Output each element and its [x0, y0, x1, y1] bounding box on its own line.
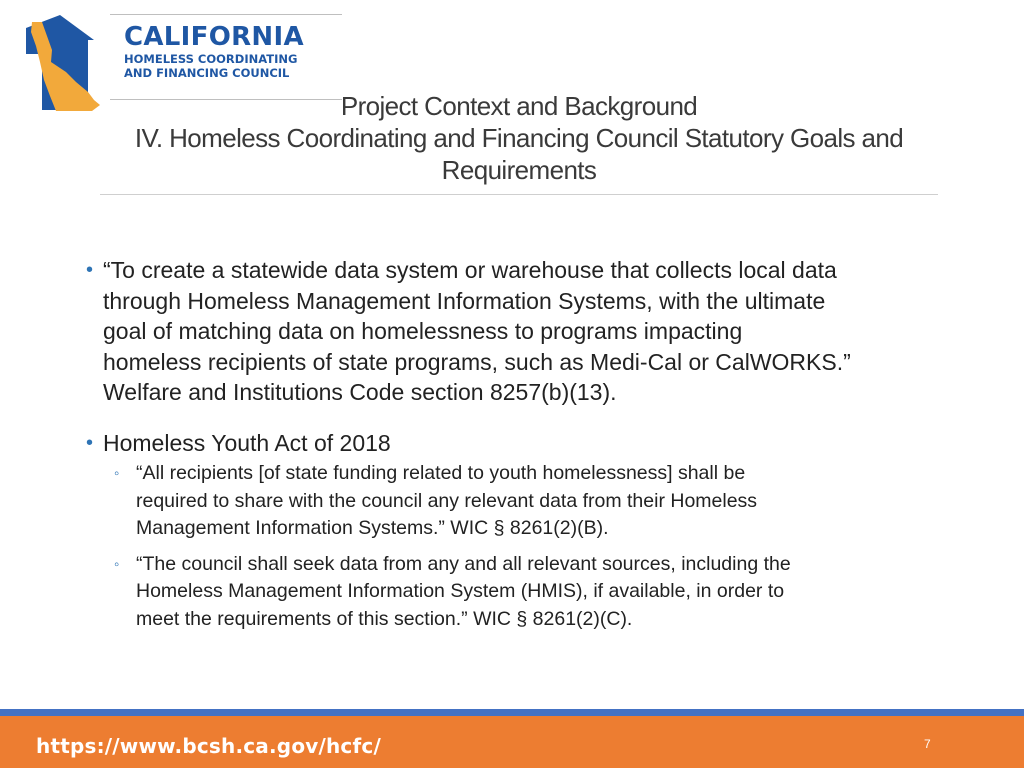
sub-bullet-marker: ◦ — [114, 555, 120, 573]
sub-bullet-council-seek-data — [114, 551, 946, 634]
sub-bullet-line: meet the requirements of this section.” WIC § 8261(2)(C). — [136, 607, 633, 630]
bullet-line: homeless recipients of state programs, such as Medi-Cal or CalWORKS.” — [103, 348, 851, 375]
bullet-line: “To create a statewide data system or warehouse that collects local data — [103, 257, 837, 283]
slide-body — [86, 255, 946, 641]
sub-bullet-all-recipients — [114, 460, 946, 543]
title-line-1: Project Context and Background — [340, 91, 698, 121]
bullet-statewide-data-system — [86, 255, 946, 408]
bullet-line: through Homeless Management Information Systems, with the ultimate — [103, 287, 826, 314]
footer-blue-bar — [0, 709, 1024, 716]
bullet-line: goal of matching data on homelessness to programs impacting — [103, 318, 743, 344]
slide-title — [100, 90, 938, 186]
bullet-heading: Homeless Youth Act of 2018 — [103, 429, 391, 456]
footer-url-link[interactable]: https://www.bcsh.ca.gov/hcfc/ — [36, 734, 381, 758]
bullet-line: Welfare and Institutions Code section 8257(b)(13). — [103, 379, 617, 405]
sub-bullet-line: Homeless Management Information System (HMIS), if available, in order to — [136, 580, 785, 602]
page-number: 7 — [924, 737, 931, 751]
title-line-3: Requirements — [441, 155, 597, 185]
sub-bullet-marker: ◦ — [114, 465, 120, 482]
logo-text — [124, 22, 324, 80]
logo-title: CALIFORNIA — [124, 22, 304, 52]
sub-bullet-line: required to share with the council any relevant data from their Homeless — [136, 489, 758, 512]
bullet-marker: • — [86, 431, 94, 454]
bullet-homeless-youth-act — [86, 428, 946, 459]
logo-top-rule — [110, 14, 342, 15]
title-divider — [100, 194, 938, 195]
logo-subtitle-line2: AND FINANCING COUNCIL — [124, 66, 290, 80]
bullet-marker: • — [86, 259, 94, 281]
logo-subtitle-line1: HOMELESS COORDINATING — [124, 52, 298, 66]
sub-bullet-line: Management Information Systems.” WIC § 8261(2)(B). — [136, 517, 609, 539]
sub-bullet-line: “All recipients [of state funding related to youth homelessness] shall be — [136, 462, 746, 484]
title-line-2: IV. Homeless Coordinating and Financing Council Statutory Goals and — [134, 123, 904, 153]
sub-bullet-line: “The council shall seek data from any and all relevant sources, including the — [136, 552, 791, 575]
sub-bullet-list — [86, 460, 946, 633]
